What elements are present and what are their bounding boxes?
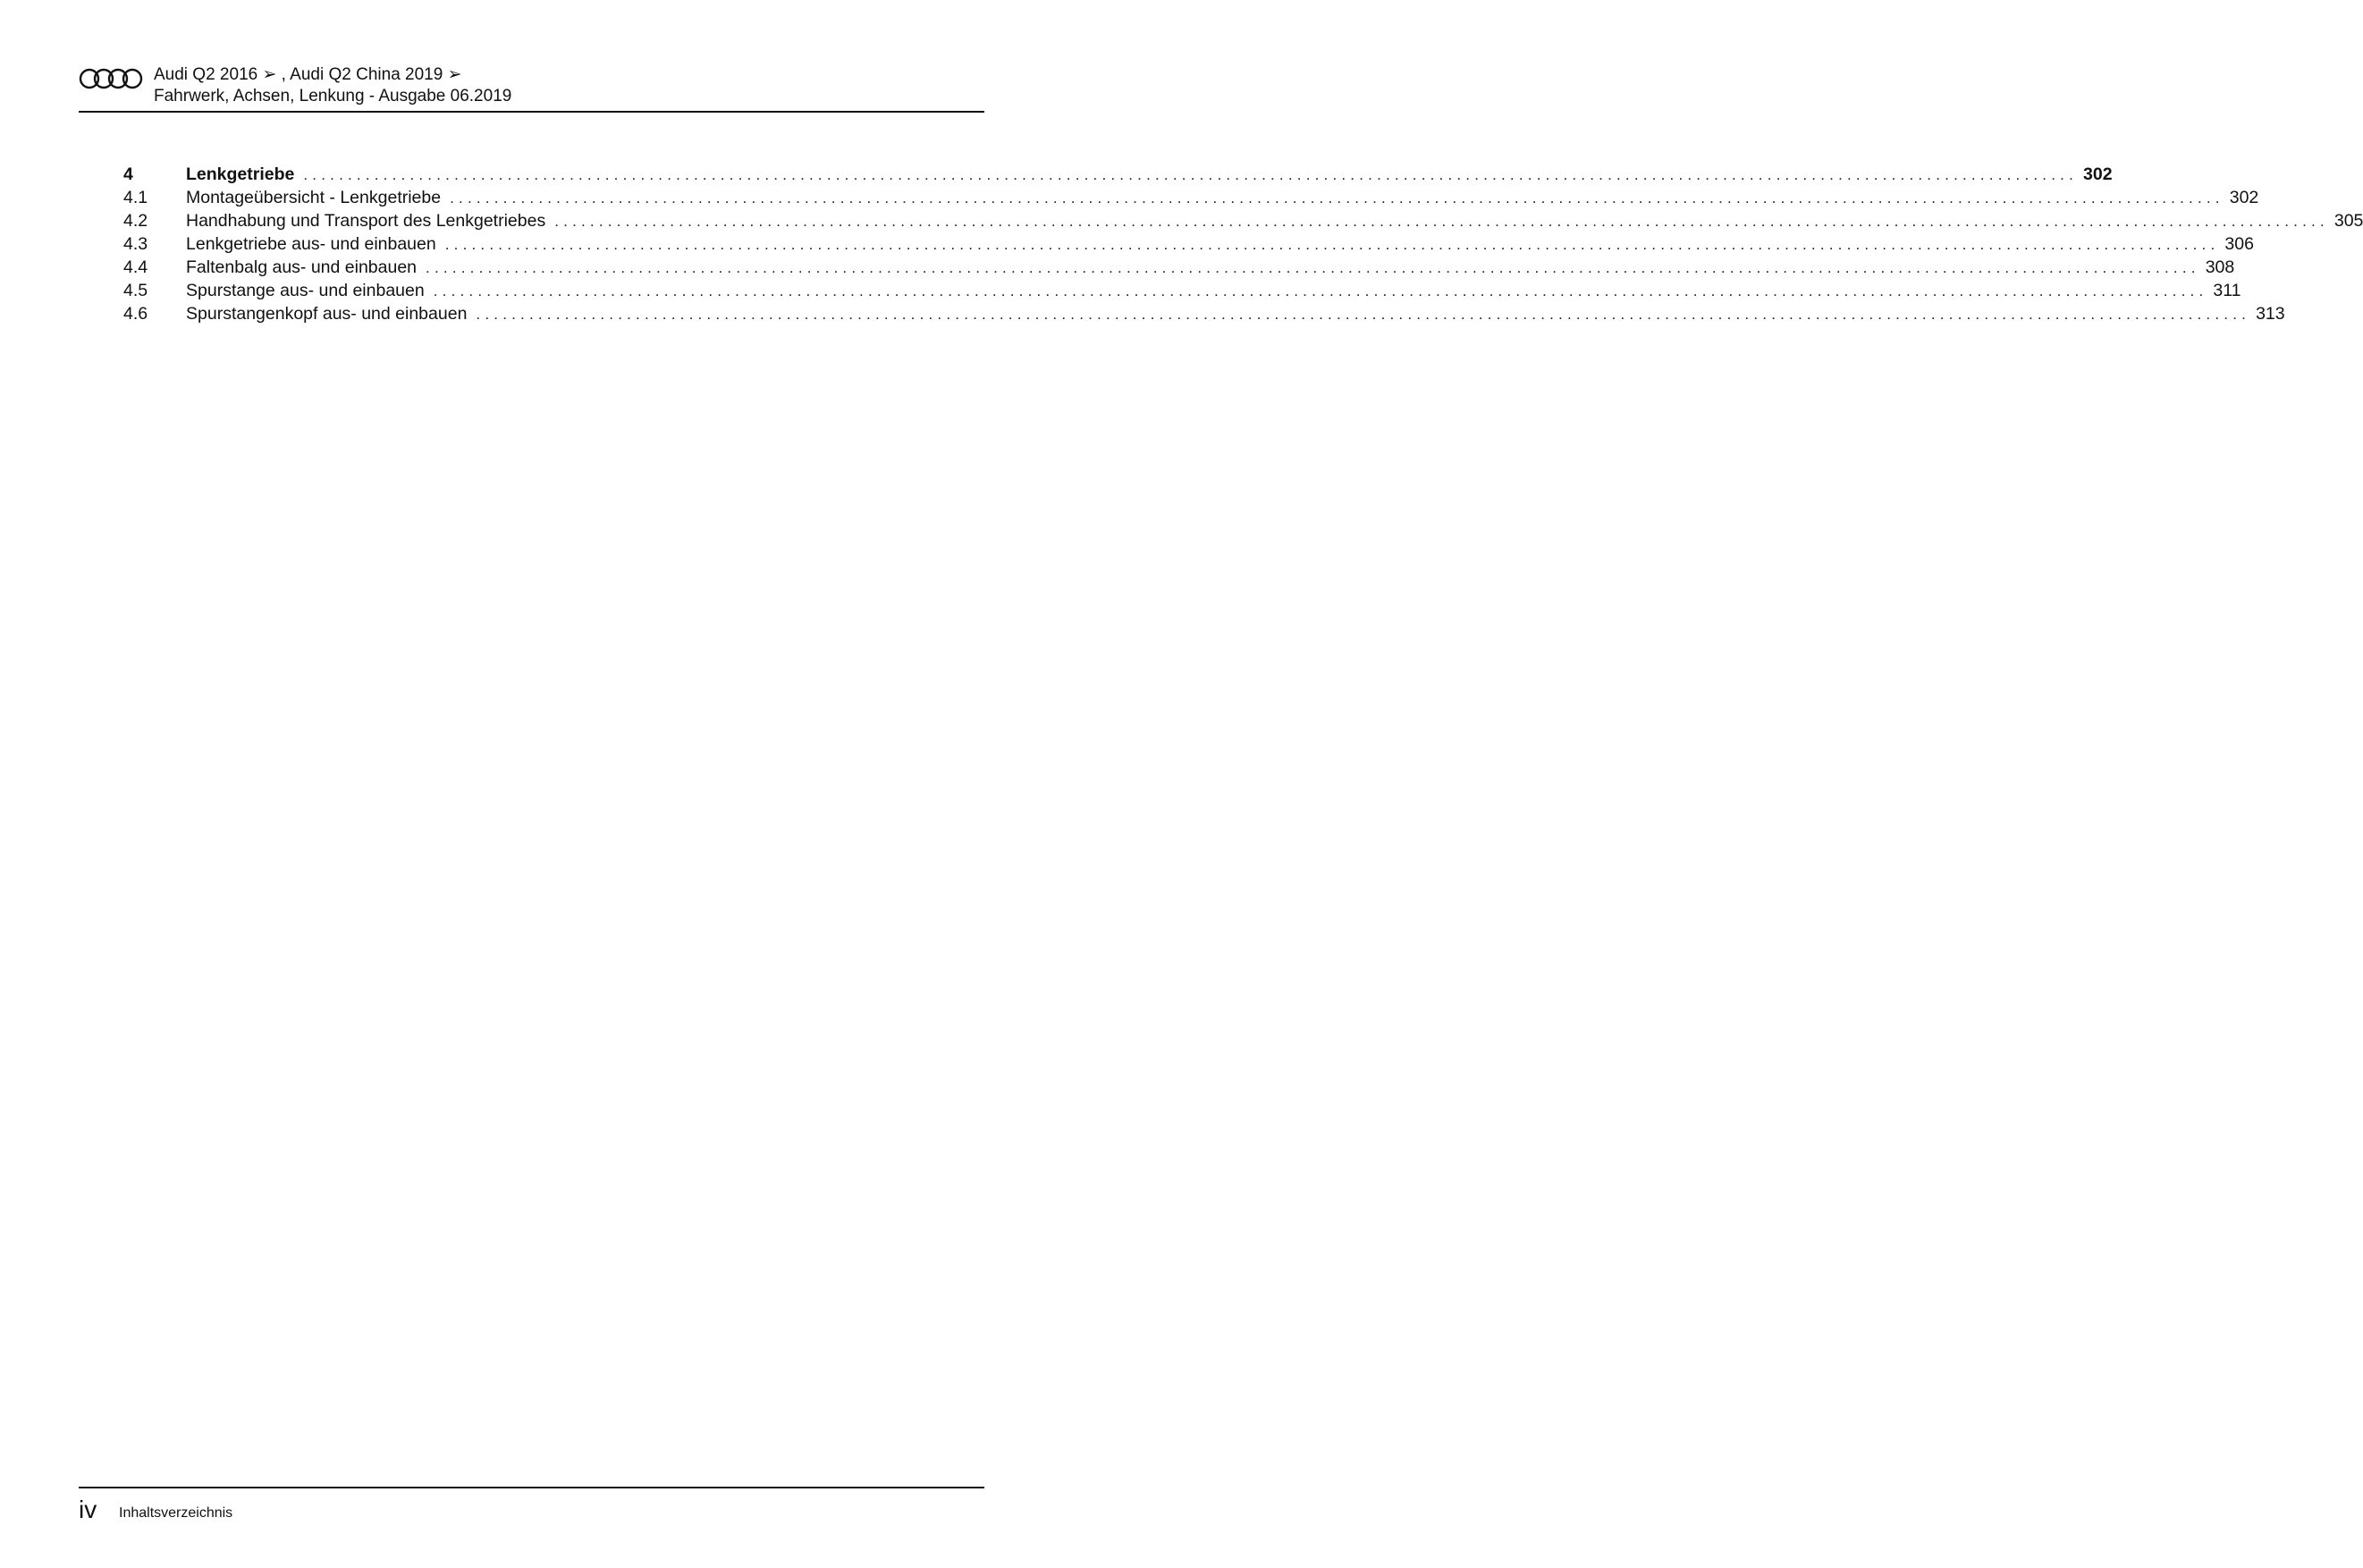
toc-entry-title: Faltenbalg aus- und einbauen (186, 257, 418, 277)
table-of-contents (123, 163, 2363, 325)
page-footer (79, 1487, 984, 1524)
audi-rings-icon (79, 66, 143, 91)
toc-entry-number: 4.1 (123, 188, 148, 207)
toc-entry-number: 4.3 (123, 234, 148, 254)
toc-dot-leader: ........................................................................................................................................................................................................ (444, 236, 2220, 253)
toc-dot-leader: ........................................................................................................................................................................................................ (554, 213, 2329, 230)
toc-entry-page: 311 (2213, 281, 2241, 300)
page-number: iv (79, 1496, 97, 1523)
toc-entry-page: 308 (2205, 257, 2235, 277)
toc-entry-title: Lenkgetriebe aus- und einbauen (186, 234, 436, 254)
header-manual-subtitle: Fahrwerk, Achsen, Lenkung - Ausgabe 06.2019 (154, 87, 512, 105)
toc-entry[interactable] (123, 279, 2241, 302)
toc-entry[interactable] (123, 232, 2254, 256)
toc-dot-leader: ........................................................................................................................................................................................................ (476, 306, 2251, 323)
header-vehicle-title: Audi Q2 2016 ➢ , Audi Q2 China 2019 ➢ (154, 65, 462, 84)
toc-dot-leader: ........................................................................................................................................................................................................ (450, 190, 2224, 207)
toc-entry-page: 313 (2256, 304, 2285, 324)
toc-dot-leader: ........................................................................................................................................................................................................ (433, 282, 2208, 299)
toc-entry-title: Lenkgetriebe (186, 164, 295, 184)
page-header (79, 64, 984, 113)
toc-entry-page: 302 (2229, 188, 2259, 207)
toc-entry-page: 302 (2083, 164, 2113, 184)
toc-entry-page: 306 (2224, 234, 2254, 254)
toc-dot-leader: ........................................................................................................................................................................................................ (426, 259, 2200, 276)
toc-entry-title: Handhabung und Transport des Lenkgetriebes (186, 211, 546, 231)
toc-entry-number: 4.6 (123, 304, 148, 324)
toc-entry-page: 305 (2333, 211, 2363, 231)
toc-entry[interactable] (123, 256, 2235, 279)
toc-dot-leader: ........................................................................................................................................................................................................ (303, 166, 2079, 183)
toc-entry-number: 4.5 (123, 281, 148, 300)
toc-entry-number: 4.4 (123, 257, 148, 277)
toc-entry-title: Spurstangenkopf aus- und einbauen (186, 304, 468, 324)
toc-entry-chapter[interactable] (123, 163, 2113, 186)
toc-entry-number: 4 (123, 164, 133, 184)
footer-section-label: Inhaltsverzeichnis (119, 1505, 233, 1521)
toc-entry-number: 4.2 (123, 211, 148, 231)
toc-entry-title: Spurstange aus- und einbauen (186, 281, 425, 300)
toc-entry-title: Montageübersicht - Lenkgetriebe (186, 188, 442, 207)
toc-entry[interactable] (123, 209, 2363, 232)
toc-entry[interactable] (123, 186, 2259, 209)
toc-entry[interactable] (123, 302, 2285, 325)
